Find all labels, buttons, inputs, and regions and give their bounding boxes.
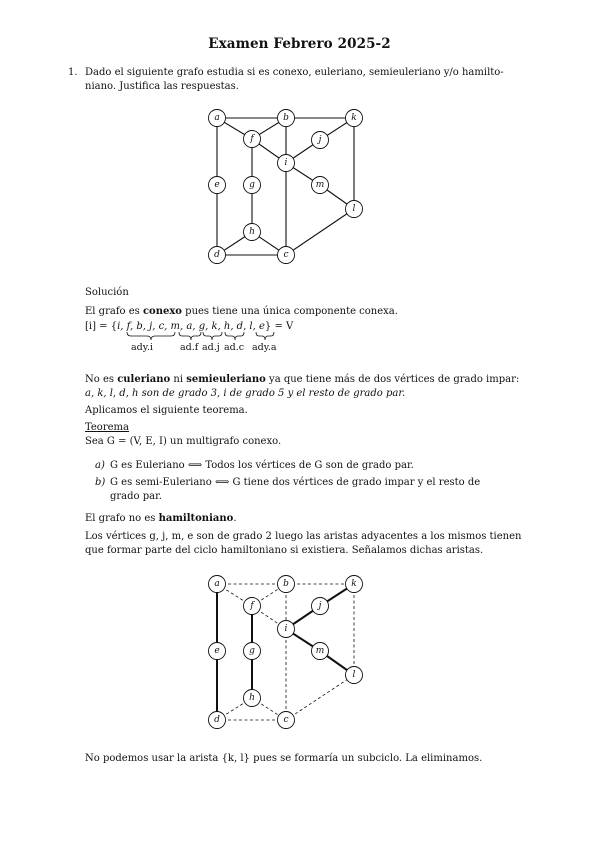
page-title: Examen Febrero 2025-2 — [208, 36, 391, 52]
problem-statement-line1: Dado el siguiente grafo estudia si es conexo, euleriano, semieuleriano y/o hamilto- — [85, 67, 504, 78]
node-j — [312, 598, 329, 615]
svg-text:b: b — [283, 579, 289, 589]
svg-text:k: k — [351, 579, 357, 589]
degree-line: a, k, l, d, h son de grado 3, i de grado 5 y el resto de grado par. — [85, 388, 406, 399]
euler-statement: No es culeriano ni semieuleriano ya que tiene más de dos vértices de grado impar: — [85, 374, 520, 385]
svg-text:a: a — [214, 113, 220, 123]
svg-text:a: a — [214, 579, 220, 589]
graph2-nodes — [209, 576, 363, 729]
svg-text:f: f — [250, 601, 254, 611]
svg-text:i: i — [284, 158, 288, 168]
node-d — [209, 247, 226, 264]
node-b — [278, 110, 295, 127]
node-h — [244, 690, 261, 707]
node-j — [312, 132, 329, 149]
svg-text:m: m — [315, 180, 325, 190]
node-g — [244, 643, 261, 660]
svg-text:c: c — [283, 715, 289, 725]
node-i — [278, 621, 295, 638]
node-m — [312, 177, 329, 194]
node-a — [209, 110, 226, 127]
svg-text:e: e — [214, 646, 220, 656]
theorem-b-line2: grado par. — [110, 491, 162, 502]
node-c — [278, 712, 295, 729]
graph2-edges — [217, 584, 354, 720]
svg-text:d: d — [214, 715, 220, 725]
svg-text:k: k — [351, 113, 357, 123]
svg-text:e: e — [214, 180, 220, 190]
theorem-a: G es Euleriano ⟺ Todos los vértices de G son de grado par. — [110, 460, 414, 471]
conexo-statement: El grafo es conexo pues tiene una única componente conexa. — [85, 306, 398, 317]
equivalence-class-expression: [i] = {i, f, b, j, c, m, a, g, k, h, d, l, e} = V — [85, 321, 294, 332]
node-g — [244, 177, 261, 194]
brace-label-ady-a: ady.a — [252, 342, 277, 353]
theorem-intro: Sea G = (V, E, I) un multigrafo conexo. — [85, 436, 282, 447]
node-k — [346, 576, 363, 593]
brace-label-ady-i: ady.i — [131, 342, 153, 353]
svg-text:g: g — [249, 180, 255, 190]
theorem-a-label: a) — [95, 460, 105, 471]
svg-text:j: j — [318, 135, 322, 145]
brace-label-ad-c: ad.c — [224, 342, 245, 353]
svg-text:m: m — [315, 646, 325, 656]
node-a — [209, 576, 226, 593]
class-underbraces — [127, 332, 277, 353]
node-i — [278, 155, 295, 172]
theorem-b-line1: G es semi-Euleriano ⟺ G tiene dos vértices de grado impar y el resto de — [110, 477, 481, 488]
graph1-edges — [217, 118, 354, 255]
node-f — [244, 598, 261, 615]
degree2-line2: que formar parte del ciclo hamiltoniano si existiera. Señalamos dichas aristas. — [85, 545, 484, 556]
node-m — [312, 643, 329, 660]
svg-text:b: b — [283, 113, 289, 123]
svg-text:h: h — [249, 693, 255, 703]
node-b — [278, 576, 295, 593]
node-f — [244, 131, 261, 148]
problem-number: 1. — [68, 67, 78, 78]
svg-text:g: g — [249, 646, 255, 656]
apply-theorem: Aplicamos el siguiente teorema. — [85, 405, 248, 416]
node-k — [346, 110, 363, 127]
brace-label-ad-f: ad.f — [180, 342, 199, 353]
theorem-b-label: b) — [95, 477, 106, 488]
brace-label-ad-j: ad.j — [202, 342, 220, 353]
final-line: No podemos usar la arista {k, l} pues se formaría un subciclo. La eliminamos. — [85, 753, 483, 764]
hamilton-statement: El grafo no es hamiltoniano. — [85, 513, 237, 524]
svg-text:l: l — [352, 204, 356, 214]
svg-text:f: f — [250, 134, 254, 144]
degree2-line1: Los vértices g, j, m, e son de grado 2 luego las aristas adyacentes a los mismos tienen — [85, 531, 522, 542]
svg-text:i: i — [284, 624, 288, 634]
node-l — [346, 667, 363, 684]
node-c — [278, 247, 295, 264]
node-d — [209, 712, 226, 729]
problem-statement-line2: niano. Justifica las respuestas. — [85, 81, 239, 92]
svg-text:l: l — [352, 670, 356, 680]
svg-text:j: j — [318, 601, 322, 611]
node-e — [209, 643, 226, 660]
node-h — [244, 224, 261, 241]
svg-text:c: c — [283, 250, 289, 260]
solution-heading: Solución — [85, 287, 129, 298]
node-e — [209, 177, 226, 194]
theorem-title: Teorema — [85, 422, 129, 433]
node-l — [346, 201, 363, 218]
svg-text:h: h — [249, 227, 255, 237]
svg-text:d: d — [214, 250, 220, 260]
